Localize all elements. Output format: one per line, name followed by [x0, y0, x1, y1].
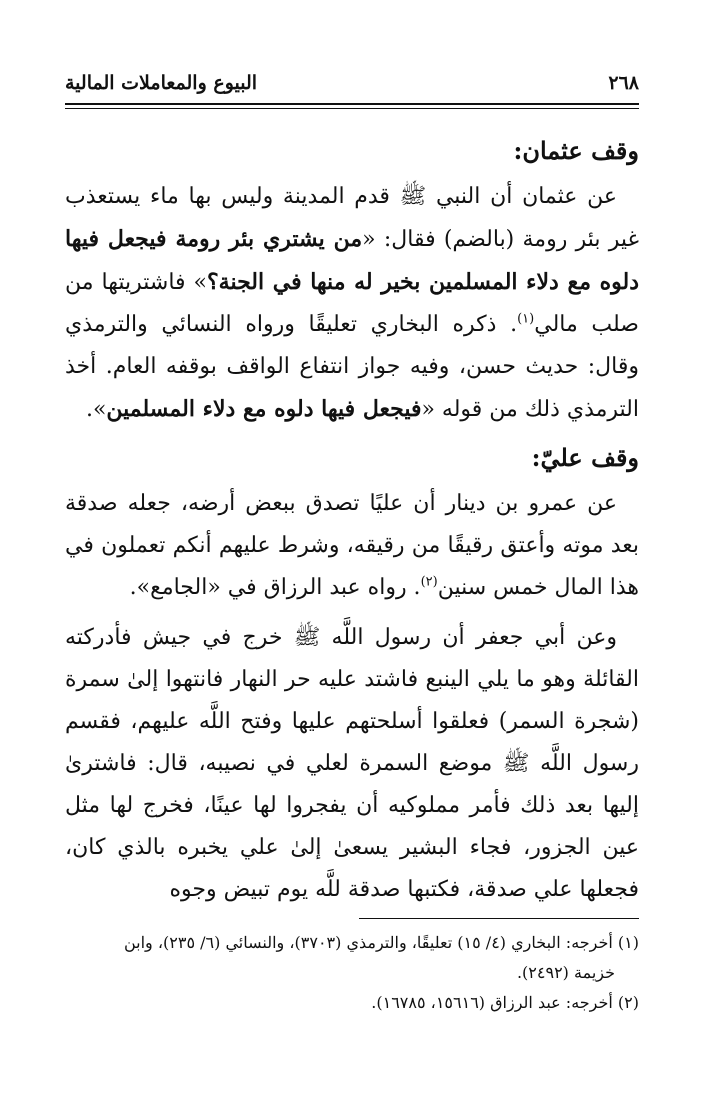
hadith-quote: من يشتري بئر رومة فيجعل فيها دلوه مع دلاء المسلمين بخير له منها في الجنة؟: [65, 226, 639, 295]
footnotes: [65, 928, 639, 1018]
text-run: » فاشتريتها من صلب مالي: [65, 270, 639, 337]
paragraph-uthman: [65, 176, 639, 431]
footnote-ref-2: (٢): [420, 574, 438, 590]
section-heading-ali: وقف عليّ:: [531, 443, 639, 472]
page-number: ٢٦٨: [608, 72, 639, 94]
text-run: ».: [85, 397, 107, 422]
header-rule-thick: [65, 103, 639, 105]
hadith-quote: فيجعل فيها دلوه مع دلاء المسلمين: [106, 396, 422, 422]
footnote-1: (١) أخرجه: البخاري (٤/ ١٥) تعليقًا، والترمذي (٣٧٠٣)، والنسائي (٦/ ٢٣٥)، وابن: [123, 933, 639, 952]
footnote-2: (٢) أخرجه: عبد الرزاق (١٥٦١٦، ١٦٧٨٥).: [371, 993, 639, 1012]
paragraph-ali-1: [65, 483, 639, 609]
page-header: [65, 66, 639, 100]
text-run: . ذكره البخاري تعليقًا ورواه النسائي والترمذي وقال: حديث حسن، وفيه جواز انتفاع الواقف بوقفه العام. أخذ الترمذي ذلك من قوله «: [65, 312, 639, 422]
page-body: [65, 128, 639, 911]
footnote-ref-1: (١): [517, 311, 535, 327]
footnote-1-continued: خزيمة (٢٤٩٢).: [516, 963, 615, 982]
paragraph-ali-2: وعن أبي جعفر أن رسول اللَّه ﷺ خرج في جيش فأدركته القائلة وهو ما يلي الينبع فاشتد عليه حر النهار فانتهوا إلىٰ سمرة (شجرة السمر) فعلقوا أسلحتهم عليها وفتح اللَّه عليهم، فقسم رسول اللَّه ﷺ موضع السمرة لعلي في نصيبه، قال: فاشترىٰ إليها بعد ذلك فأمر مملوكيه أن يفجروا لها عينًا، فخرج لها مثل عين الجزور، فجاء البشير يسعىٰ إلىٰ علي يخبره بالذي كان، فجعلها علي صدقة، فكتبها صدقة للَّه يوم تبيض وجوه: [65, 625, 639, 902]
text-run: عن عمرو بن دينار أن عليًا تصدق ببعض أرضه، جعله صدقة بعد موته وأعتق رقيقًا من رقيقه، وشرط عليهم أنكم تعملون في هذا المال خمس سنين: [65, 491, 639, 600]
running-title: البيوع والمعاملات المالية: [65, 72, 258, 94]
text-run: عن عثمان أن النبي ﷺ قدم المدينة وليس بها ماء يستعذب غير بئر رومة (بالضم) فقال: «: [65, 184, 639, 252]
footnote-separator: [359, 918, 639, 919]
text-run: . رواه عبد الرزاق في «الجامع».: [129, 575, 421, 600]
section-heading-uthman: وقف عثمان:: [513, 136, 639, 165]
header-rule-thin: [65, 108, 639, 109]
